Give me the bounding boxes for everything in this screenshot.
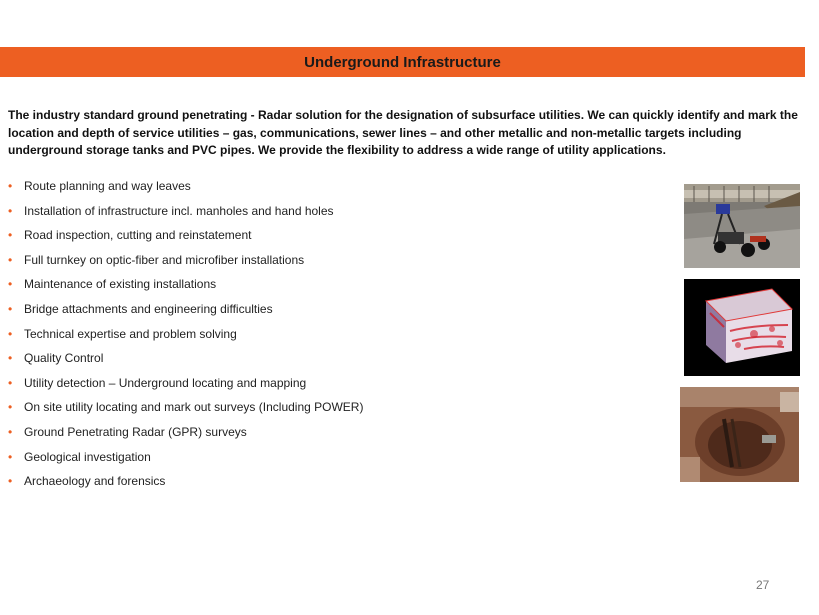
list-item [8, 275, 363, 300]
list-item [8, 202, 363, 227]
list-item-text: Maintenance of existing installations [24, 277, 217, 292]
bullet-icon: • [8, 400, 13, 415]
list-item-text: Utility detection – Underground locating and mapping [24, 375, 307, 390]
list-item [8, 349, 363, 374]
list-item [8, 325, 363, 350]
list-item [8, 226, 363, 251]
list-item-text: Technical expertise and problem solving [24, 326, 237, 341]
bullet-icon: • [8, 375, 13, 390]
list-item [8, 177, 363, 202]
list-item-text: On site utility locating and mark out surveys (Including POWER) [24, 400, 364, 415]
list-item [8, 374, 363, 399]
list-item-text: Road inspection, cutting and reinstatement [24, 228, 252, 243]
list-item [8, 251, 363, 276]
list-item [8, 448, 363, 473]
radargram-3d-photo [684, 279, 800, 376]
list-item-text: Archaeology and forensics [24, 474, 166, 489]
bullet-icon: • [8, 351, 13, 366]
title-bar [0, 47, 805, 77]
bullet-icon: • [8, 203, 13, 218]
bullet-icon: • [8, 326, 13, 341]
list-item-text: Ground Penetrating Radar (GPR) surveys [24, 424, 247, 439]
page-title: Underground Infrastructure [304, 53, 501, 71]
intro-paragraph: The industry standard ground penetrating - Radar solution for the designation of subsurface utilities. We can quickly identify and mark the location and depth of service utilities – gas, communications, sewer lines – and other metallic and non-metallic targets including underground storage tanks and PVC pipes. We provide the flexibility to address a wide range of utility applications. [8, 108, 798, 157]
list-item [8, 300, 363, 325]
bullet-icon: • [8, 424, 13, 439]
list-item-text: Route planning and way leaves [24, 179, 191, 193]
list-item-text: Quality Control [24, 351, 104, 366]
bullet-icon: • [8, 474, 13, 489]
list-item [8, 472, 363, 497]
excavation-photo [680, 387, 799, 482]
bullet-icon: • [8, 228, 13, 243]
list-item [8, 398, 363, 423]
list-item-text: Full turnkey on optic-fiber and microfiber installations [24, 252, 305, 267]
bullet-icon: • [8, 301, 13, 316]
list-item-text: Geological investigation [24, 449, 151, 464]
list-item-text: Installation of infrastructure incl. manholes and hand holes [24, 203, 334, 218]
bullet-icon: • [8, 179, 13, 193]
page-number: 27 [756, 578, 770, 592]
list-item [8, 423, 363, 448]
bullet-icon: • [8, 277, 13, 292]
services-list [8, 177, 363, 497]
gpr-cart-photo [684, 184, 800, 268]
bullet-icon: • [8, 252, 13, 267]
bullet-icon: • [8, 449, 13, 464]
list-item-text: Bridge attachments and engineering difficulties [24, 301, 273, 316]
